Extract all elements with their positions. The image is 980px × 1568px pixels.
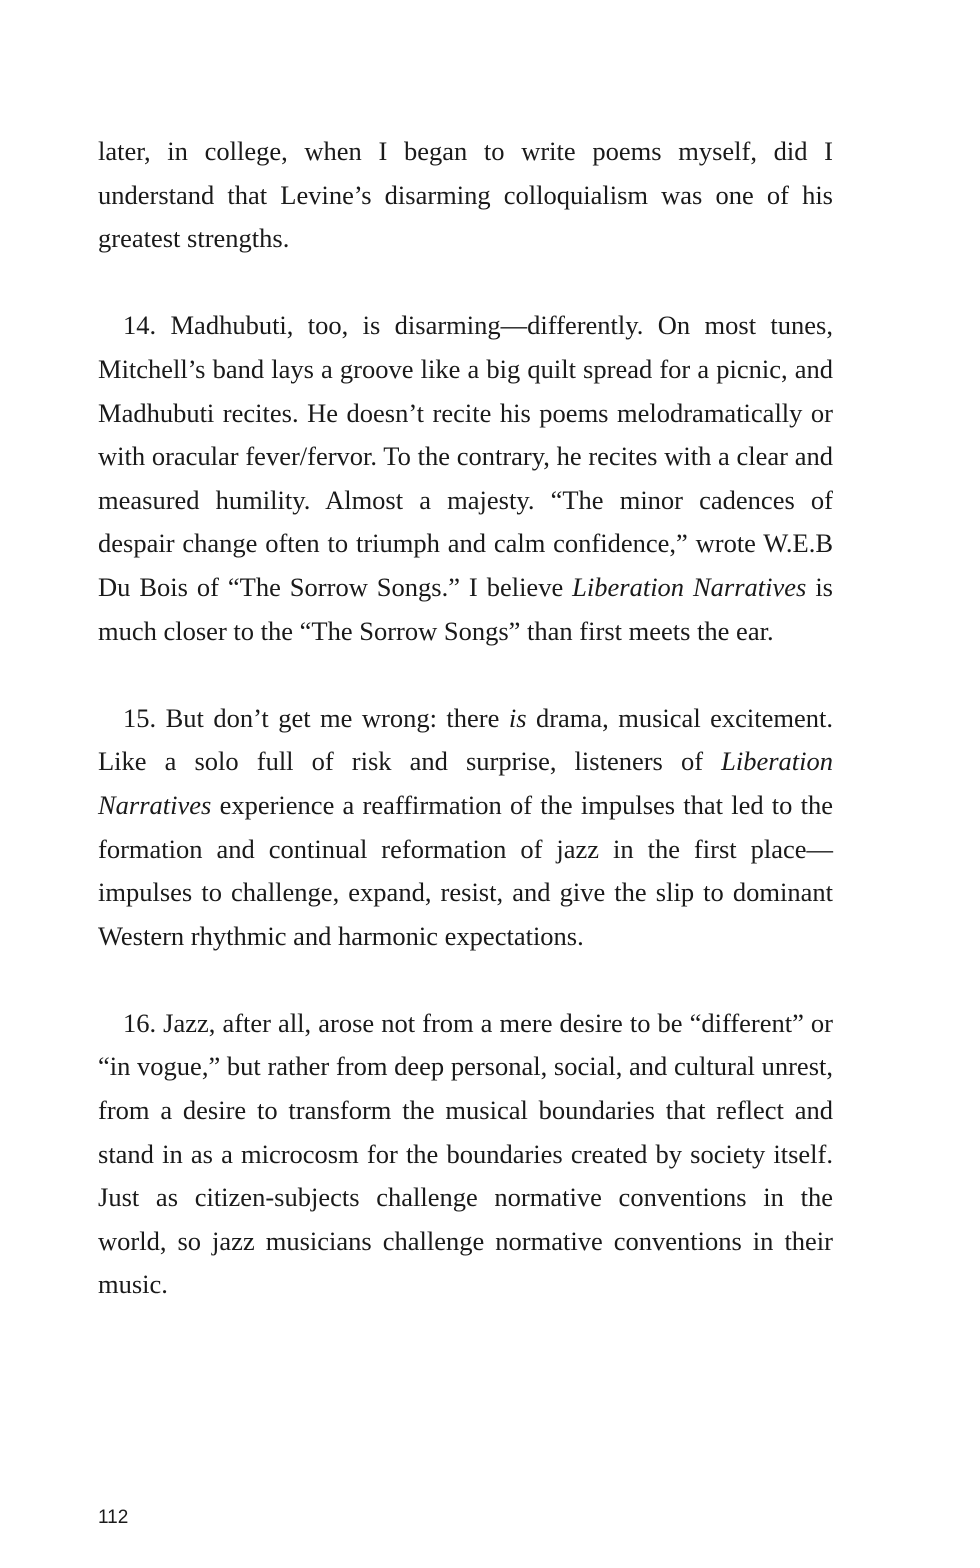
emphasis-is: is	[508, 702, 527, 733]
page-body	[98, 130, 833, 1307]
book-title-liberation-narratives: Liberation Narratives	[98, 746, 833, 820]
paragraph-14-text-a: 14. Madhubuti, too, is disarming—differently. On most tunes, Mitchell’s band lays a groove like a big quilt spread for a picnic, and Madhubuti recites. He doesn’t recite his poems melodramatically or with oracular fever/fervor. To the contrary, he recites with a clear and measured humility. Almost a majesty. “The minor cadences of despair change often to triumph and calm confidence,” wrote W.E.B Du Bois of “The Sorrow Songs.” I believe	[98, 310, 833, 602]
paragraph-16	[98, 1002, 833, 1307]
paragraph-14	[98, 304, 833, 653]
book-title-liberation-narratives: Liberation Narratives	[572, 571, 807, 602]
paragraph-15-text-a: 15. But don’t get me wrong: there	[123, 702, 509, 733]
paragraph-14-text-b: is much closer to the “The Sorrow Songs” than first meets the ear.	[98, 571, 833, 646]
paragraph-15-text-b: drama, musical excitement. Like a solo full of risk and surprise, listeners of	[98, 702, 834, 777]
paragraph-15-text-c: experience a reaffirmation of the impulses that led to the formation and continual reformation of jazz in the first place—impulses to challenge, expand, resist, and give the slip to dominant Western rhythmic and harmonic expectations.	[98, 789, 833, 951]
page-number: 112	[98, 1507, 129, 1528]
paragraph-13-text: later, in college, when I began to write poems myself, did I understand that Levine’s disarming colloquialism was one of his greatest strengths.	[98, 136, 833, 254]
paragraph-15	[98, 697, 833, 959]
paragraph-16-text: 16. Jazz, after all, arose not from a mere desire to be “different” or “in vogue,” but rather from deep personal, social, and cultural unrest, from a desire to transform the musical boundaries that reflect and stand in as a microcosm for the boundaries created by society itself. Just as citizen-subjects challenge normative conventions in the world, so jazz musicians challenge normative conventions in their music.	[98, 1007, 833, 1300]
paragraph-13-continued	[98, 130, 833, 261]
